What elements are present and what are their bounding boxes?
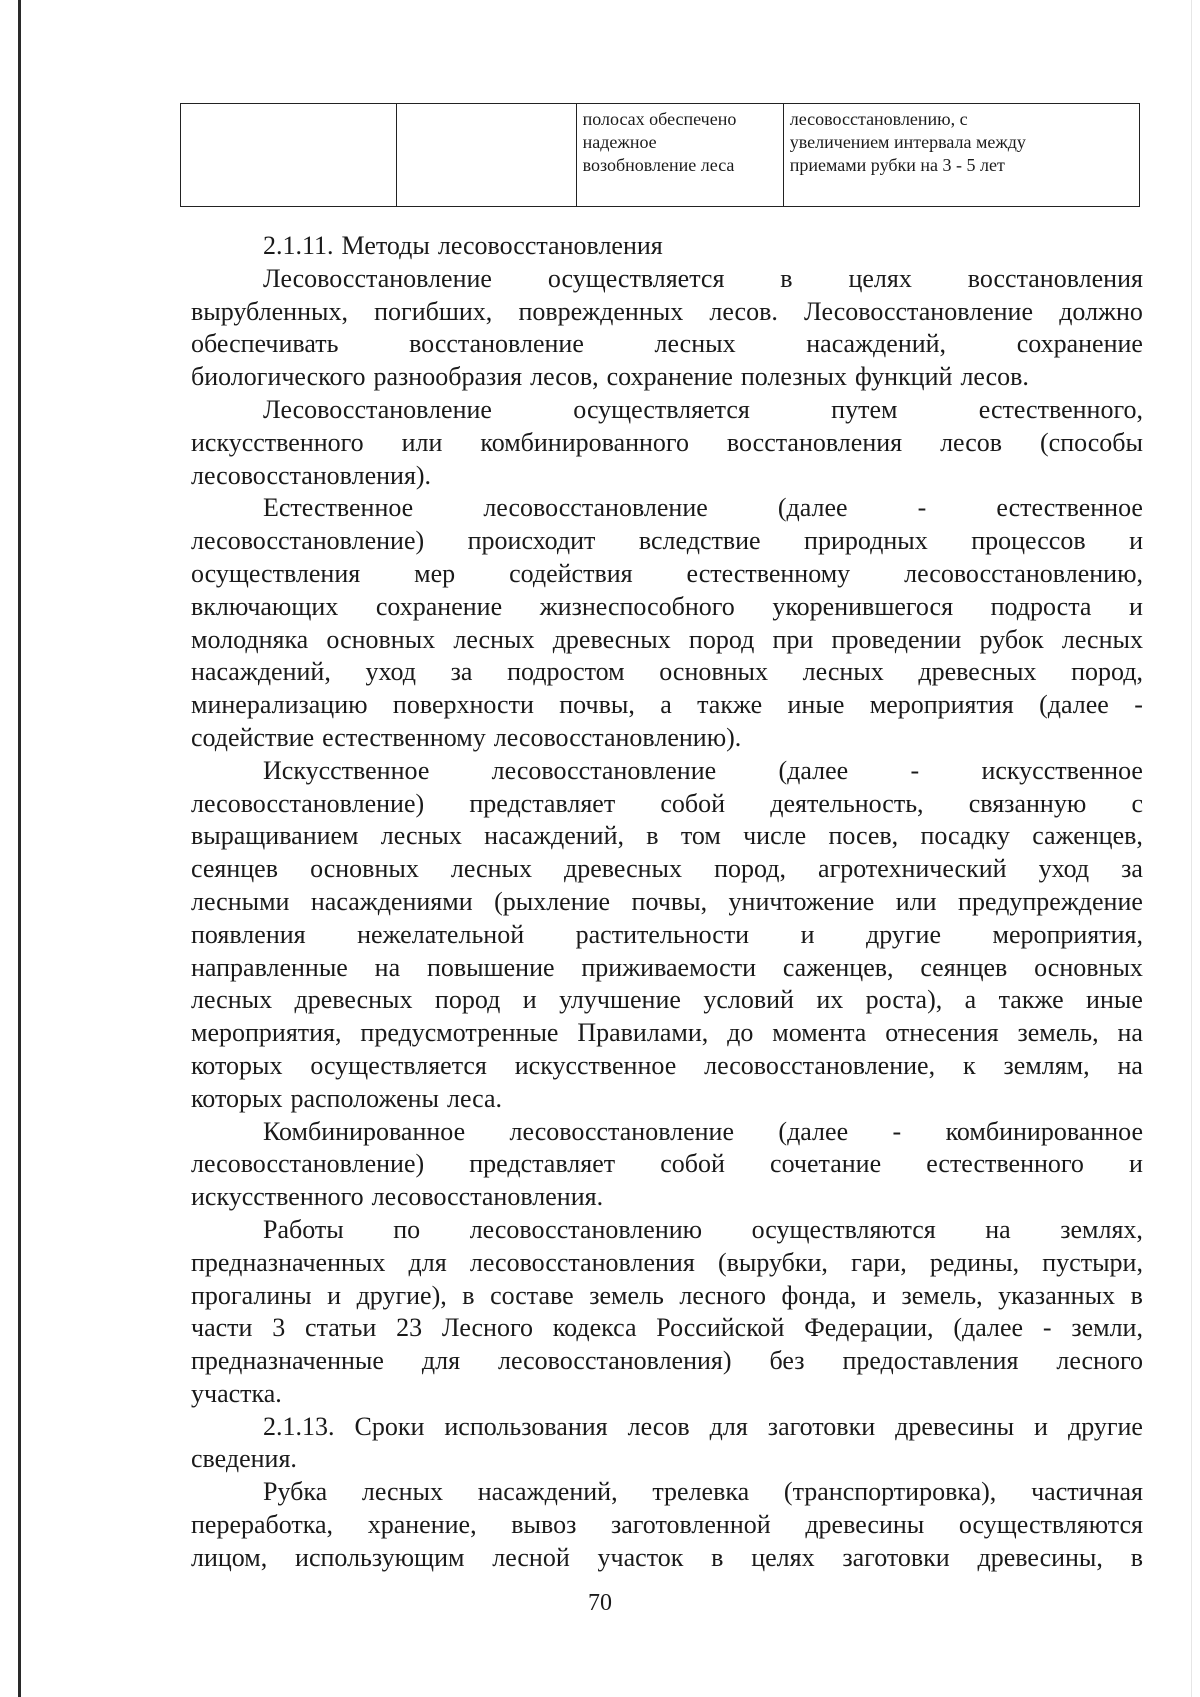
text-line: мероприятия, предусмотренные Правилами, до момента отнесения земель, на bbox=[191, 1018, 1143, 1048]
text-line: части 3 статьи 23 Лесного кодекса Российской Федерации, (далее - земли, bbox=[191, 1313, 1143, 1343]
text-line: предназначенные для лесовосстановления) без предоставления лесного bbox=[191, 1346, 1143, 1376]
table-cell-line: увеличением интервала между bbox=[789, 132, 1026, 152]
text-line: 2.1.13. Сроки использования лесов для заготовки древесины и другие bbox=[263, 1411, 1143, 1441]
text-line: участка. bbox=[191, 1378, 282, 1408]
text-line: которых осуществляется искусственное лесовосстановление, к землям, на bbox=[191, 1050, 1143, 1080]
text-line: прогалины и другие), в составе земель лесного фонда, и земель, указанных в bbox=[191, 1280, 1143, 1310]
text-line: Лесовосстановление осуществляется в целях восстановления bbox=[263, 263, 1143, 293]
text-line: предназначенных для лесовосстановления (вырубки, гари, редины, пустыри, bbox=[191, 1247, 1143, 1277]
table-cell-line: возобновление леса bbox=[582, 155, 735, 175]
table-cell-line: полосах обеспечено bbox=[582, 109, 737, 129]
text-line: 2.1.11. Методы лесовосстановления bbox=[263, 231, 663, 260]
text-line: Лесовосстановление осуществляется путем естественного, bbox=[263, 394, 1143, 424]
text-line: насаждений, уход за подростом основных лесных древесных пород, bbox=[191, 657, 1143, 687]
text-line: включающих сохранение жизнеспособного укоренившегося подроста и bbox=[191, 591, 1143, 621]
text-line: лесовосстановления). bbox=[191, 460, 432, 490]
text-line: Работы по лесовосстановлению осуществляются на землях, bbox=[263, 1214, 1143, 1244]
text-line: Рубка лесных насаждений, трелевка (транспортировка), частичная bbox=[263, 1477, 1143, 1507]
text-line: вырубленных, погибших, поврежденных лесов. Лесовосстановление должно bbox=[191, 296, 1143, 326]
text-line: обеспечивать восстановление лесных насаждений, сохранение bbox=[191, 329, 1143, 359]
text-line: искусственного или комбинированного восстановления лесов (способы bbox=[191, 427, 1143, 457]
text-line: лесными насаждениями (рыхление почвы, уничтожение или предупреждение bbox=[191, 886, 1143, 916]
text-line: которых расположены леса. bbox=[191, 1083, 503, 1113]
table-row bbox=[181, 104, 1140, 207]
text-line: молодняка основных лесных древесных пород при проведении рубок лесных bbox=[191, 624, 1143, 654]
text-line: биологического разнообразия лесов, сохранение полезных функций лесов. bbox=[191, 362, 1029, 392]
text-line: сведения. bbox=[191, 1444, 297, 1474]
table-cell-line: лесовосстановлению, с bbox=[789, 109, 968, 129]
text-line: осуществления мер содействия естественному лесовосстановлению, bbox=[191, 558, 1143, 588]
text-line: появления нежелательной растительности и другие мероприятия, bbox=[191, 919, 1143, 949]
text-line: Комбинированное лесовосстановление (далее - комбинированное bbox=[263, 1116, 1143, 1146]
text-line: лесовосстановление) происходит вследствие природных процессов и bbox=[191, 526, 1143, 556]
table-cell bbox=[576, 104, 783, 207]
text-line: выращиванием лесных насаждений, в том числе посев, посадку саженцев, bbox=[191, 821, 1143, 851]
text-line: Искусственное лесовосстановление (далее - искусственное bbox=[263, 755, 1143, 785]
text-line: Естественное лесовосстановление (далее - естественное bbox=[263, 493, 1143, 523]
text-line: искусственного лесовосстановления. bbox=[191, 1182, 604, 1212]
table-cell bbox=[783, 104, 1139, 207]
text-line: лесовосстановление) представляет собой деятельность, связанную с bbox=[191, 788, 1143, 818]
table-cell-line: приемами рубки на 3 - 5 лет bbox=[789, 155, 1005, 175]
text-line: сеянцев основных лесных древесных пород, агротехнический уход за bbox=[191, 854, 1143, 884]
page-number: 70 bbox=[588, 1590, 612, 1616]
text-line: лицом, использующим лесной участок в целях заготовки древесины, в bbox=[191, 1542, 1143, 1572]
text-line: минерализацию поверхности почвы, а также иные мероприятия (далее - bbox=[191, 690, 1143, 720]
text-line: лесовосстановление) представляет собой сочетание естественного и bbox=[191, 1149, 1143, 1179]
scan-edge-right bbox=[1191, 0, 1192, 1697]
document-body bbox=[191, 230, 1143, 1575]
table-cell-line: надежное bbox=[582, 132, 657, 152]
scan-edge-left bbox=[18, 0, 21, 1697]
table-cell bbox=[181, 104, 397, 207]
text-line: лесных древесных пород и улучшение условий их роста), а также иные bbox=[191, 985, 1143, 1015]
text-line: содействие естественному лесовосстановлению). bbox=[191, 722, 742, 752]
table-cell bbox=[397, 104, 577, 207]
continuation-table bbox=[180, 103, 1140, 207]
text-line: направленные на повышение приживаемости саженцев, сеянцев основных bbox=[191, 952, 1143, 982]
text-line: переработка, хранение, вывоз заготовленной древесины осуществляются bbox=[191, 1510, 1143, 1540]
